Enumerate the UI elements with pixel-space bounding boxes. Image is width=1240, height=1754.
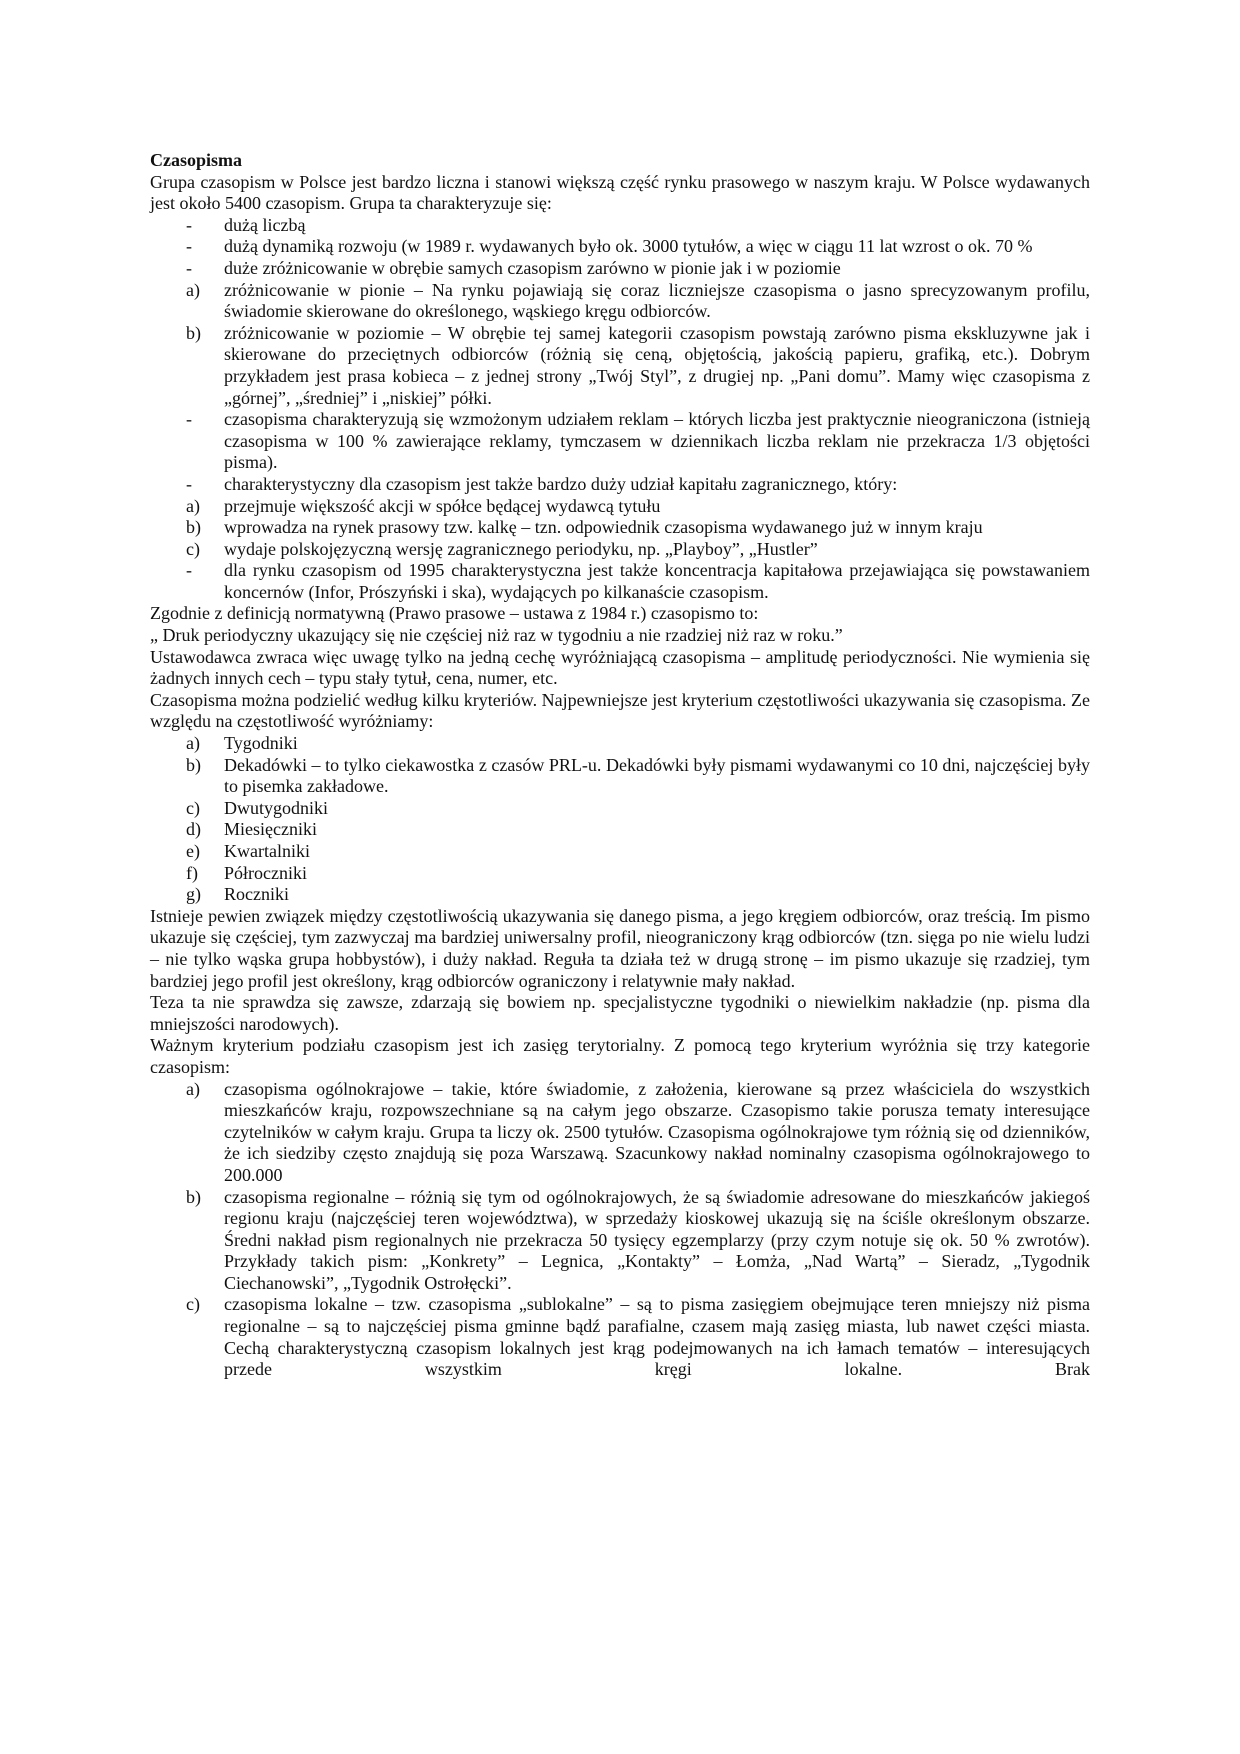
text: dla rynku czasopism od 1995 charakterystyczna jest także koncentracja kapitałowa przejawiająca się powstawaniem koncernów (Infor, Prószyński i ska), wydających po kilkanaście czasopism. <box>224 560 1090 602</box>
list-marker: - <box>186 560 192 581</box>
text: zróżnicowanie w poziomie – W obrębie tej samej kategorii czasopism powstają zarówno pisma ekskluzywne jak i skierowane do przeciętnych odbiorców (różnią się ceną, objętością, jakością papieru, grafiką, etc.). Dobrym przykładem jest prasa kobieca – z jednej strony „Twój Styl”, z drugiej np. „Pani domu”. Mamy więc czasopisma z „górnej”, „średniej” i „niskiej” półki. <box>224 322 1090 408</box>
list-marker: a) <box>186 495 200 516</box>
text: czasopisma charakteryzują się wzmożonym udziałem reklam – których liczba jest praktycznie nieograniczona (istnieją czasopisma w 100 % zawierające reklamy, tymczasem w dziennikach liczba reklam nie przekracza 1/3 objętości pisma). <box>224 409 1090 473</box>
paragraph <box>150 992 1090 1035</box>
text: Dwutygodniki <box>224 797 329 818</box>
text: duże zróżnicowanie w obrębie samych czasopism zarówno w pionie jak i w poziomie <box>224 257 841 278</box>
list-marker: a) <box>186 279 200 300</box>
list-marker: d) <box>186 819 201 840</box>
list-item <box>150 280 1090 323</box>
list-marker: f) <box>186 862 198 883</box>
document-body <box>150 172 1090 1381</box>
list-marker: b) <box>186 1186 201 1207</box>
list-marker: a) <box>186 1078 200 1099</box>
list-marker: b) <box>186 322 201 343</box>
text: Ważnym kryterium podziału czasopism jest ich zasięg terytorialny. Z pomocą tego kryterium wyróżnia się trzy kategorie czasopism: <box>150 1035 1090 1077</box>
text: „ Druk periodyczny ukazujący się nie częściej niż raz w tygodniu a nie rzadziej niż raz w roku.” <box>150 625 843 646</box>
list-item <box>150 409 1090 474</box>
document-page <box>150 150 1090 1381</box>
text: Teza ta nie sprawdza się zawsze, zdarzają się bowiem np. specjalistyczne tygodniki o niewielkim nakładzie (np. pisma dla mniejszości narodowych). <box>150 992 1090 1034</box>
list-marker: b) <box>186 517 201 538</box>
text: Grupa czasopism w Polsce jest bardzo liczna i stanowi większą część rynku prasowego w naszym kraju. W Polsce wydawanych jest około 5400 czasopism. Grupa ta charakteryzuje się: <box>150 171 1090 214</box>
list-item <box>150 884 1090 906</box>
text: wprowadza na rynek prasowy tzw. kalkę – tzn. odpowiednik czasopisma wydawanego już w innym kraju <box>224 517 983 538</box>
list-item <box>150 798 1090 820</box>
paragraph <box>150 906 1090 992</box>
list-marker: - <box>186 473 192 494</box>
list-item <box>150 236 1090 258</box>
paragraph <box>150 1035 1090 1078</box>
text: Roczniki <box>224 884 289 905</box>
text: Czasopisma można podzielić według kilku kryteriów. Najpewniejsze jest kryterium częstotliwości ukazywania się czasopisma. Ze względu na częstotliwość wyróżniamy: <box>150 689 1090 732</box>
text: czasopisma ogólnokrajowe – takie, które świadomie, z założenia, kierowane są przez właściciela do wszystkich mieszkańców kraju, rozpowszechniane są na całym jego obszarze. Czasopismo takie porusza tematy interesujące czytelników w całym kraju. Grupa ta liczy ok. 2500 tytułów. Czasopisma ogólnokrajowe tym różnią się od dzienników, że ich siedziby często znajdują się poza Warszawą. Szacunkowy nakład nominalny czasopisma ogólnokrajowego to 200.000 <box>224 1078 1090 1185</box>
list-item <box>150 1187 1090 1295</box>
text: charakterystyczny dla czasopism jest także bardzo duży udział kapitału zagranicznego, który: <box>224 473 898 494</box>
text: Tygodniki <box>224 733 298 754</box>
text: Istnieje pewien związek między częstotliwością ukazywania się danego pisma, a jego kręgiem odbiorców, oraz treścią. Im pismo ukazuje się częściej, tym zazwyczaj ma bardziej uniwersalny profil, nieograniczony krąg odbiorców (tzn. sięga po nie wielu ludzi – nie tylko wąska grupa hobbystów), i duży nakład. Reguła ta działa też w drugą stronę – im pismo ukazuje się rzadziej, tym bardziej jego profil jest określony, krąg odbiorców ograniczony i relatywnie mały nakład. <box>150 905 1090 991</box>
paragraph <box>150 172 1090 215</box>
list-item <box>150 863 1090 885</box>
list-item <box>150 496 1090 518</box>
text: dużą liczbą <box>224 214 306 235</box>
list-marker: b) <box>186 754 201 775</box>
list-item <box>150 1294 1090 1380</box>
list-item <box>150 1079 1090 1187</box>
text: Półroczniki <box>224 862 307 883</box>
list-item <box>150 539 1090 561</box>
list-marker: c) <box>186 797 200 818</box>
list-item <box>150 560 1090 603</box>
list-item <box>150 841 1090 863</box>
list-marker: - <box>186 409 192 430</box>
document-title: Czasopisma <box>150 150 243 170</box>
list-item <box>150 258 1090 280</box>
text: Kwartalniki <box>224 841 310 861</box>
list-marker: a) <box>186 733 200 754</box>
list-item <box>150 755 1090 798</box>
list-item <box>150 733 1090 755</box>
list-item <box>150 474 1090 496</box>
text: dużą dynamiką rozwoju (w 1989 r. wydawanych było ok. 3000 tytułów, a więc w ciągu 11 lat wzrost o ok. 70 % <box>224 236 1033 257</box>
text: wydaje polskojęzyczną wersję zagranicznego periodyku, np. „Playboy”, „Hustler” <box>224 538 818 559</box>
list-marker: c) <box>186 1294 200 1315</box>
list-marker: - <box>186 214 192 235</box>
paragraph <box>150 690 1090 733</box>
list-marker: - <box>186 257 192 278</box>
text: czasopisma regionalne – różnią się tym od ogólnokrajowych, że są świadomie adresowane do mieszkańców jakiegoś regionu kraju (najczęściej teren województwa), w sprzedaży kioskowej ukazują się na ściśle określonym obszarze. Średni nakład pism regionalnych nie przekracza 50 tysięcy egzemplarzy (przy czym notuje się ok. 50 % zwrotów). Przykłady takich pism: „Konkrety” – Legnica, „Kontakty” – Łomża, „Nad Wartą” – Sieradz, „Tygodnik Ciechanowski”, „Tygodnik Ostrołęcki”. <box>224 1186 1090 1293</box>
list-marker: c) <box>186 538 200 559</box>
text: czasopisma lokalne – tzw. czasopisma „sublokalne” – są to pisma zasięgiem obejmujące teren mniejszy niż pisma regionalne – są to najczęściej pisma gminne bądź parafialne, czasem mają zasięg miasta, lub nawet części miasta. Cechą charakterystyczną czasopism lokalnych jest krąg podejmowanych na ich łamach tematów – interesujących przede wszystkim kręgi lokalne. Brak <box>224 1294 1090 1380</box>
text: Dekadówki – to tylko ciekawostka z czasów PRL-u. Dekadówki były pismami wydawanymi co 10 dni, najczęściej były to pisemka zakładowe. <box>224 754 1090 797</box>
list-item <box>150 323 1090 409</box>
list-marker: g) <box>186 884 201 905</box>
paragraph <box>150 625 1090 647</box>
text: Miesięczniki <box>224 819 317 840</box>
list-marker: - <box>186 236 192 257</box>
text: Zgodnie z definicją normatywną (Prawo prasowe – ustawa z 1984 r.) czasopismo to: <box>150 603 759 624</box>
paragraph <box>150 603 1090 625</box>
list-item <box>150 819 1090 841</box>
list-marker: e) <box>186 841 200 861</box>
paragraph <box>150 647 1090 690</box>
text: zróżnicowanie w pionie – Na rynku pojawiają się coraz liczniejsze czasopisma o jasno sprecyzowanym profilu, świadomie skierowane do określonego, wąskiego kręgu odbiorców. <box>224 279 1090 322</box>
list-item <box>150 215 1090 237</box>
list-item <box>150 517 1090 539</box>
text: przejmuje większość akcji w spółce będącej wydawcą tytułu <box>224 495 661 516</box>
text: Ustawodawca zwraca więc uwagę tylko na jedną cechę wyróżniającą czasopisma – amplitudę periodyczności. Nie wymienia się żadnych innych cech – typu stały tytuł, cena, numer, etc. <box>150 646 1090 689</box>
